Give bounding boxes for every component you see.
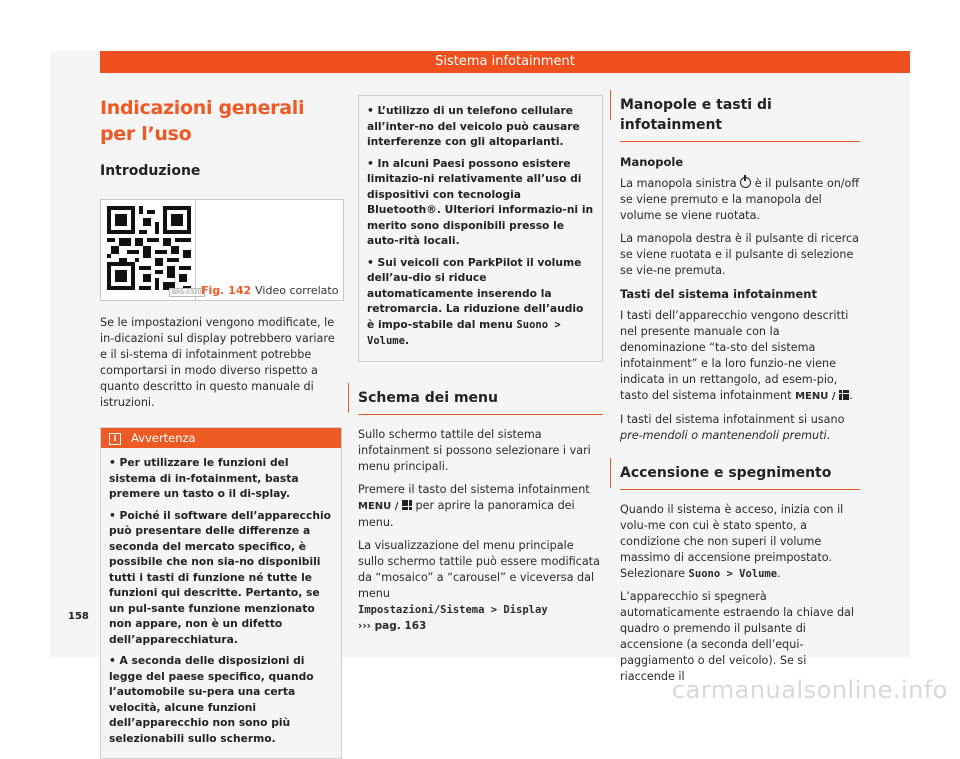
menu-paragraph-3a: La visualizzazione del menu principale sullo schermo tattile può essere modificata da “mosaico” a “carousel” e viceversa dal menu [358, 538, 600, 600]
page-number: 158 [68, 611, 89, 622]
note-body [101, 448, 341, 758]
menu-paragraph-2 [358, 482, 603, 531]
intro-paragraph: Se le impostazioni vengono modificate, le in-dicazioni sul display potrebbero variare e il si-stema di infotainment potrebbe comportarsi in modo diverso rispetto a quanto descritto in questo manuale di istruzioni. [100, 316, 335, 409]
note-item: • A seconda delle disposizioni di legge del paese specifico, quando l’automobile su-pera una certa velocità, alcune funzioni dell’apparecchio non sono più selezionabili sullo schermo. [109, 654, 314, 745]
page-title: Indicazioni generali per l’uso [100, 97, 305, 145]
page-reference-link[interactable]: ››› pag. 163 [358, 619, 427, 632]
menu-key: MENU / [358, 500, 399, 512]
knobs-paragraph-2: La manopola destra è il pulsante di ricerca se viene ruotata e il pulsante di selezione se vie-ne premuta. [620, 232, 859, 277]
knobs-paragraph-1 [620, 176, 860, 224]
figure-caption-text: Video correlato [255, 284, 339, 297]
column-right [620, 95, 860, 692]
menu-paragraph-1: Sullo schermo tattile del sistema infotainment si possono selezionare i vari menu principali. [358, 427, 591, 473]
column-left [100, 95, 342, 759]
note-item: • Per utilizzare le funzioni del sistema di in-fotainment, basta premere un tasto o il di-splay. [109, 456, 299, 500]
power-paragraph-2: L’apparecchio si spegnerà automaticamente estraendo la chiave dal quadro o premendo il pulsante di accensione (a seconda dell’equi-paggiamento o del veicolo). Se si riaccende il [620, 590, 855, 683]
menu-paragraph-2b: per aprire la panoramica dei menu. [358, 498, 575, 529]
menu-key: MENU / [795, 391, 836, 402]
section-title-menu: Schema dei menu [358, 388, 603, 415]
note-title: Avvertenza [131, 431, 196, 445]
note-item: • Poiché il software dell’apparecchio può presentare delle differenze a seconda del mercato specifico, è possibile che non sia-no disponibili tutti i tasti di funzione né tutte le funzioni qui descritte. Pertanto, se un pul-sante funzione menzionato non appare, non è un difetto dell’apparecchiatura. [109, 508, 331, 646]
note-box [100, 427, 342, 759]
grid-icon [839, 390, 849, 400]
grid-icon [402, 500, 412, 510]
keys-paragraph-2a: I tasti del sistema infotainment si usano [620, 413, 845, 426]
note-item: • In alcuni Paesi possono esistere limitazio-ni relativamente all’uso di dispositivi con tecnologia Bluetooth®. Ulteriori informazio-ni in merito sono disponibili presso le auto-rità locali. [367, 156, 594, 247]
keys-paragraph-1a: I tasti dell’apparecchio vengono descritti nel presente manuale con la denominazione “ta-sto del sistema infotainment” e la loro funzio-ne viene indicata in un rettangolo, ad esem-pio, tasto del sistema infotainment [620, 309, 849, 402]
knobs-paragraph-1a: La manopola sinistra [620, 177, 737, 190]
section-title-knobs: Manopole e tasti di infotainment [620, 95, 860, 142]
menu-paragraph-2a: Premere il tasto del sistema infotainment [358, 482, 590, 496]
knobs-paragraph-1b: è il pulsante on/off se viene premuto e la manopola del volume se viene ruotata. [620, 177, 860, 222]
keys-paragraph-2-emphasis: pre-mendoli o mantenendoli premuti [620, 429, 827, 442]
power-paragraph-1a: Quando il sistema è acceso, inizia con il volu-me con cui è stato spento, a condizione che non superi il volume massimo di accensione preimpostato. Selezionare [620, 503, 844, 580]
menu-path: Suono > Volume [367, 318, 561, 347]
keys-paragraph-2: I tasti del sistema infotainment si usano pre-mendoli o mantenendoli premuti. [620, 413, 845, 442]
figure-code: BRS-0320 [169, 288, 205, 297]
figure-video[interactable] [100, 199, 344, 301]
subtitle: Introduzione [100, 163, 201, 179]
volume-menu-path: Suono > Volume [688, 568, 778, 580]
info-icon: i [109, 433, 121, 445]
keys-paragraph-1: I tasti dell’apparecchio vengono descritti nel presente manuale con la denominazione “ta-sto del sistema infotainment” e la loro funzio-ne viene indicata in un rettangolo, ad esem-pio, tasto del sistema infotainment MENU / . [620, 309, 853, 402]
menu-paragraph-3 [358, 538, 603, 634]
power-icon [740, 177, 751, 188]
note-box-continued [358, 95, 603, 362]
power-paragraph-1: Quando il sistema è acceso, inizia con il volu-me con cui è stato spento, a condizione che non superi il volume massimo di accensione preimpostato. Selezionare Suono > Volume. [620, 503, 844, 580]
subtitle-knobs: Manopole [620, 155, 684, 169]
watermark: carmanualsonline.info [671, 676, 948, 704]
column-middle [358, 95, 603, 641]
note-item: • L’utilizzo di un telefono cellulare all’inter-no del veicolo può causare interferenze con gli altoparlanti. [367, 104, 580, 148]
note-item-text: • Sui veicoli con ParkPilot il volume dell’au-dio si riduce automaticamente inserendo la retromarcia. La riduzione dell’audio è impo-stabile dal menu [367, 255, 584, 331]
note-header [101, 428, 341, 448]
figure-caption [201, 284, 338, 297]
display-menu-path: Impostazioni/Sistema > Display [358, 603, 548, 616]
figure-divider [195, 200, 196, 300]
subtitle-keys: Tasti del sistema infotainment [620, 287, 817, 301]
figure-number: Fig. 142 [201, 284, 252, 297]
qr-code-icon[interactable] [107, 206, 191, 290]
note-item: • Sui veicoli con ParkPilot il volume dell’au-dio si riduce automaticamente inserendo la retromarcia. La riduzione dell’audio è impo-stabile dal menu Suono > Volume. [367, 255, 584, 347]
chapter-header: Sistema infotainment [100, 51, 910, 73]
section-title-power: Accensione e spegnimento [620, 463, 860, 490]
